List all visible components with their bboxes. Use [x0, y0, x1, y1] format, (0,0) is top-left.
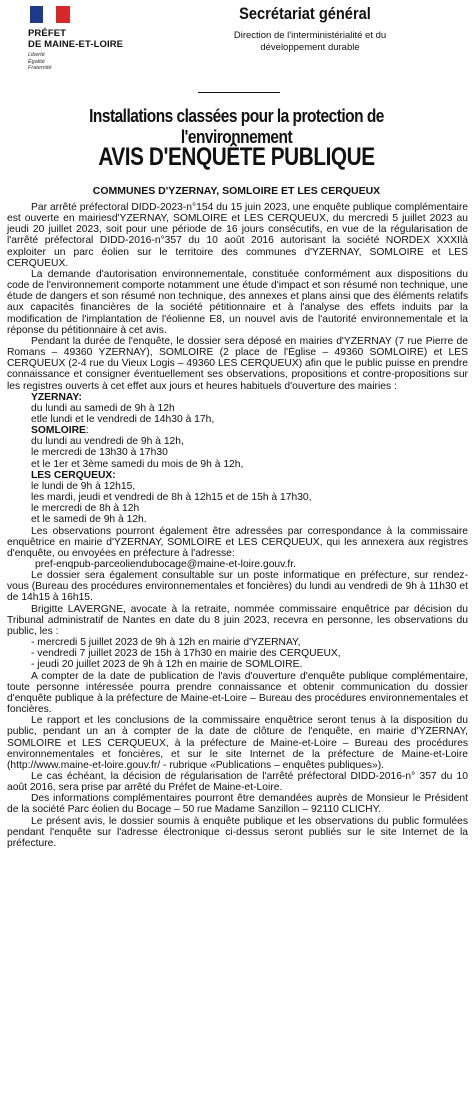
- secretariat-title: Secrétariat général: [239, 4, 371, 23]
- schedule-somloire-label: SOMLOIRE:: [31, 425, 89, 437]
- communes-title: COMMUNES D'YZERNAY, SOMLOIRE ET LES CERQUEUX: [92, 185, 381, 197]
- republic-motto: Liberté Égalité Fraternité: [28, 52, 52, 71]
- category-title: Installations classées pour la protection de l'environnement: [89, 106, 384, 147]
- schedule-yzernay-label: YZERNAY:: [31, 391, 82, 403]
- paragraph-correspondence: Les observations pourront également être adressées par correspondance à la commissaire enquêtrice en mairie d'YZERNAY, SOMLOIRE et LES CERQUEUX, qui les annexera aux registres d'enquête, ou envoyées en préfecture à l'adresse:: [7, 525, 468, 559]
- schedule-line: du lundi au vendredi de 9h à 12h,: [31, 436, 184, 448]
- schedule-line: etle lundi et le vendredi de 14h30 à 17h,: [31, 413, 215, 425]
- paragraph-decree: Par arrêté préfectoral DIDD-2023-n°154 du 15 juin 2023, une enquête publique complémentaire est ouverte en mairiesd'YZERNAY, SOMLOIRE et LES CERQUEUX, du mercredi 5 juillet 2023 au jeudi 20 juillet 2023, soit pour une période de 16 jours consécutifs, en vue de la régularisation de l'arrêté préfectoral DIDD-2016-n°357 du 10 août 2016 autorisant la société NORDEX XXXIlà exploiter un parc éolien sur le territoire des communes d'YZERNAY, SOMLOIRE et LES CERQUEUX.: [7, 202, 468, 269]
- prefecture-logo: [28, 6, 128, 72]
- paragraph-report: Le rapport et les conclusions de la commissaire enquêtrice seront tenus à la disposition du public, pendant un an à compter de la date de clôture de l'enquête, en mairie d'YZERNAY, SOMLOIRE et LES CERQUEUX, à la préfecture de Maine-et-Loire – Bureau des procédures environnementales et foncières, et sur le site Internet de la préfecture de Maine-et-Loire (http://www.maine-et-loire.gouv.fr/ - rubrique «Publications – enquêtes publiques»).: [7, 715, 468, 771]
- schedule-line: le mercredi de 8h à 12h: [31, 503, 140, 515]
- paragraph-publication: Le présent avis, le dossier soumis à enquête publique et les observations du public formulées pendant l'enquête sur l'adresse électronique ci-dessus seront publiés sur le site Internet de la préfecture.: [7, 815, 468, 849]
- schedule-line: le mercredi de 13h30 à 17h30: [31, 447, 168, 459]
- schedule-line: et le 1er et 3ème samedi du mois de 9h à 12h,: [31, 458, 244, 470]
- paragraph-consultation: Le dossier sera également consultable sur un poste informatique en préfecture, sur rendez-vous (Bureau des procédures environnementales et foncières) du lundi au vendredi de 9h à 11h30 et de 14h15 à 16h15.: [7, 570, 468, 604]
- permanence-item: - vendredi 7 juillet 2023 de 15h à 17h30 en mairie des CERQUEUX,: [31, 648, 341, 660]
- schedule-line: le lundi de 9h à 12h15,: [31, 480, 136, 492]
- schedule-line: les mardi, jeudi et vendredi de 8h à 12h15 et de 15h à 17h30,: [31, 492, 312, 504]
- page-header: [0, 0, 473, 86]
- french-flag-icon: [30, 6, 70, 23]
- paragraph-access: A compter de la date de publication de l'avis d'ouverture d'enquête publique complémentaire, toute personne intéressée pourra prendre connaissance et obtenir communication du dossier d'enquête publique à la préfecture de Maine-et-Loire – Bureau des procédures environnementales et foncières.: [7, 670, 468, 716]
- paragraph-application: La demande d'autorisation environnementale, constituée conformément aux dispositions du code de l'environnement comporte notamment une étude d'impact et son résumé non technique, une étude de dangers et son résumé non technique, des annexes et plans ainsi que des éléments relatifs aux capacités financières de la société pétitionnaire et à l'analyse des effets induits par la modification de l'implantation de l'éolienne E8, un nouvel avis de l'autorité environnementale et la réponse du pétitionnaire à cet avis.: [7, 268, 468, 336]
- paragraph-decision: Le cas échéant, la décision de régularisation de l'arrêté préfectoral DIDD-2016-n° 357 du 10 août 2016, sera prise par arrêté du Préfet de Maine-et-Loire.: [7, 770, 468, 794]
- schedule-cerqueux-label: LES CERQUEUX:: [31, 469, 116, 481]
- permanence-item: - jeudi 20 juillet 2023 de 9h à 12h en mairie de SOMLOIRE.: [31, 659, 303, 671]
- notice-title: AVIS D'ENQUÊTE PUBLIQUE: [98, 143, 375, 171]
- paragraph-information: Des informations complémentaires pourront être demandées auprès de Monsieur le Président de la société Parc éolien du Bocage – 50 rue Madame Sanzillon – 92110 CLICHY.: [7, 793, 468, 816]
- permanence-item: - mercredi 5 juillet 2023 de 9h à 12h en mairie d'YZERNAY,: [31, 637, 301, 649]
- paragraph-file-deposit: Pendant la durée de l'enquête, le dossier sera déposé en mairies d'YZERNAY (7 rue Pierre de Romans – 49360 YZERNAY), SOMLOIRE (2 place de l'Église – 49360 SOMLOIRE) et LES CERQUEUX (2-4 rue du Vieux Logis – 49360 LES CERQUEUX) afin que le public puisse en prendre connaissance et consigner éventuellement ses observations, propositions et contre-propositions sur les registres ouverts à cet effet aux jours et heures habituels d'ouverture des mairies :: [7, 335, 468, 392]
- paragraph-commissioner: Brigitte LAVERGNE, avocate à la retraite, nommée commissaire enquêtrice par décision du Tribunal administratif de Nantes en date du 8 juin 2023, recevra en personne, les observations du public, les :: [7, 603, 468, 637]
- notice-body: [7, 202, 468, 849]
- contact-email: pref-enqpub-parceoliendubocage@maine-et-loire.gouv.fr.: [35, 559, 296, 570]
- secretariat-subtitle: Direction de l'interministérialité et du développement durable: [233, 30, 387, 53]
- prefet-name: PRÉFET DE MAINE-ET-LOIRE: [28, 28, 124, 50]
- header-divider: [198, 92, 280, 93]
- schedule-line: du lundi au samedi de 9h à 12h: [31, 402, 175, 414]
- schedule-line: et le samedi de 9h à 12h.: [31, 514, 147, 526]
